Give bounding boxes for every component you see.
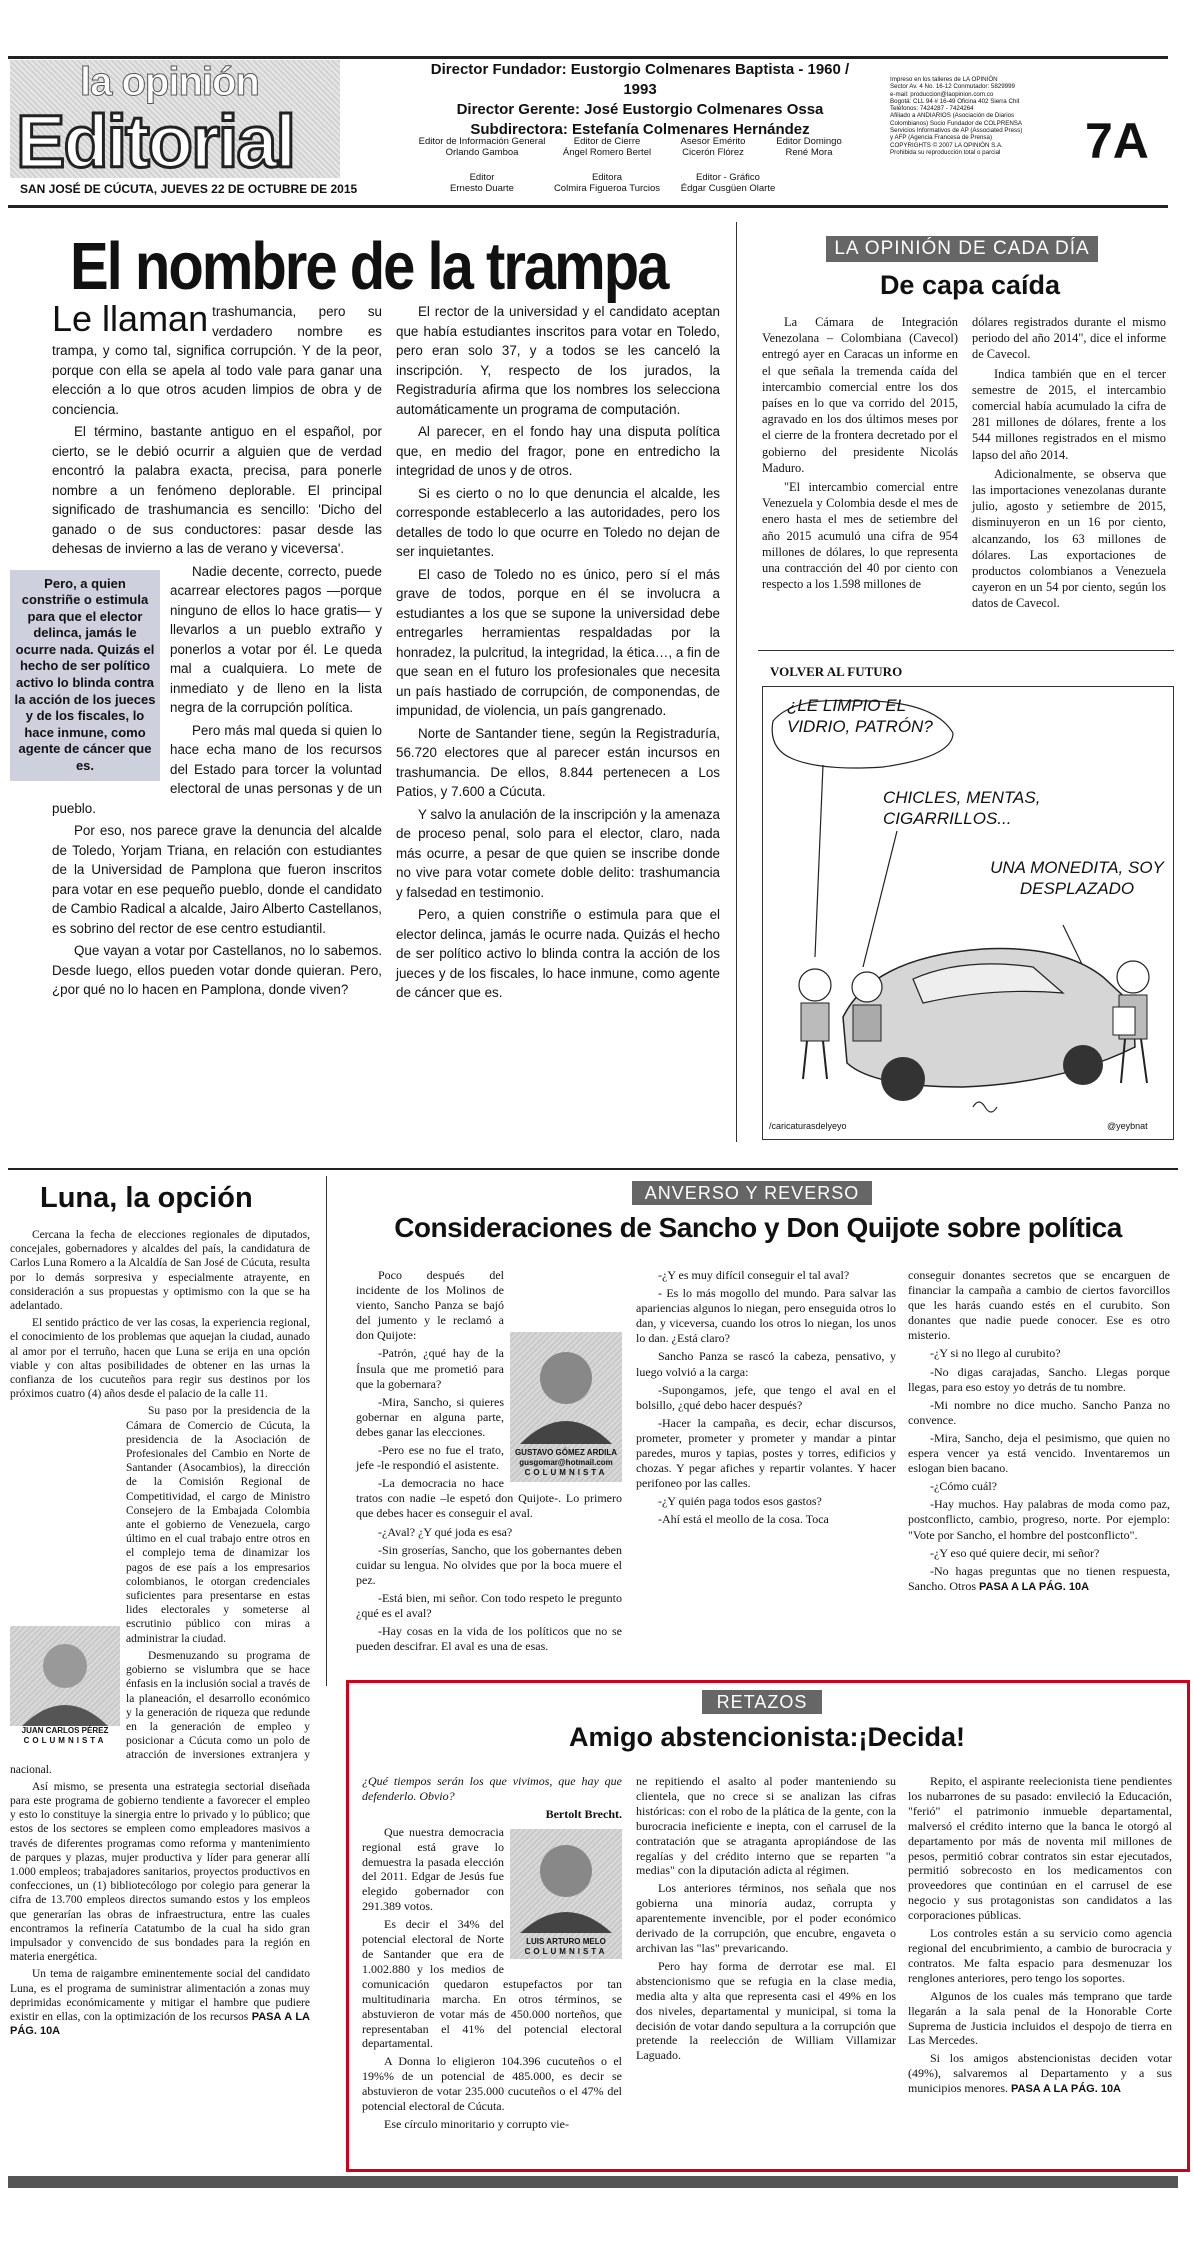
opinion-dia-tag: LA OPINIÓN DE CADA DÍA — [826, 236, 1098, 262]
retazos-title: Amigo abstencionista:¡Decida! — [568, 1722, 966, 1752]
retazos-photo-block — [510, 1829, 622, 1959]
retazos-col-2: ne repitiendo el asalto al poder manteniendo su clientela, que no crece si se analizan las cifras históricas: con el robo de la plática de la gente, con la burocracia ineficiente e inepta, con el carrusel de la contratación que se atraganta apropiándose de las regalías y del crédito interno que se reparten "a medias" con la diputación adicta al régimen. Los anteriores términos, nos señala que nos gobierna una minoría audaz, corrupta y aparentemente invencible, por el poder económico derivado de la corrupción, que encubre, engaveta o archivan las "las" prevaricando. Pero hay forma de derrotar ese mal. El abstencionismo que se refugia en la clase media, media alta y alta que representa casi el 49% en los dos niveles, departamental y municipal, si toma la decisión de votar dando sepultura a la corrupción que pretende la reelección de William Villamizar Laguado. — [636, 1774, 896, 2063]
retazos-col-1: ¿Qué tiempos serán los que vivimos, que hay que defenderlo. Obvio? Bertolt Brecht. LUIS ARTURO MELO COLUMNISTA Que nuestra democracia regional está grave lo demuestra la pasada elección del 2011. Edgar de Jesús fue elegido gobernador con 291.389 votos. Es decir el 34% del potencial electoral de Norte de Santander que era de 1.002.880 y los medios de comunicación quedaron estupefactos por tan multitudinaria marcha. En otros términos, se abstuvieron de votar más de 450.000 norteños, que representaban el 41% del potencial electoral departamental. A Donna lo eligieron 104.396 cucuteños o el 19%% de un potencial de 485.000, es decir se abstuvieron de votar 235.000 cucuteños o el 47% del potencial electoral de Cúcuta. Ese círculo minoritario y corrupto vie- — [362, 1774, 622, 2131]
date-line: SAN JOSÉ DE CÚCUTA, JUEVES 22 DE OCTUBRE DE 2015 — [20, 182, 358, 196]
photo-name: GUSTAVO GÓMEZ ARDILA — [514, 1448, 618, 1458]
bubble-text-2: CHICLES, MENTAS, CIGARRILLOS... — [883, 788, 1041, 828]
anverso-title: Consideraciones de Sancho y Don Quijote sobre política — [394, 1212, 1122, 1243]
kid-figure — [799, 969, 831, 1001]
cartoon-handle-right: @yeybnat — [1107, 1121, 1148, 1131]
bubble-text-1: ¿LE LIMPIO EL VIDRIO, PATRÓN? — [787, 696, 933, 736]
section-title: Editorial — [16, 100, 295, 183]
jump-link[interactable]: PASA A LA PÁG. 10A — [1010, 2083, 1122, 2096]
page-number: 7A — [1085, 113, 1149, 169]
photo-role: COLUMNISTA — [23, 1736, 107, 1746]
opinion-dia-col-1: La Cámara de Integración Venezolana – Colombiana (Cavecol) entregó ayer en Caracas un informe en el que señala la tremenda caída del intercambio comercial entre los dos países en lo que va corrido del 2015, agravado en los dos últimos meses por el cierre de la frontera decretado por el gobierno del presidente Nicolás Maduro. "El intercambio comercial entre Venezuela y Colombia desde el mes de enero hasta el mes de setiembre del año 2015 acumuló una cifra de 954 millones de dólares, lo que representa una contracción del 40 por ciento con respecto a los 1.598 millones de — [762, 315, 958, 592]
photo-name: JUAN CARLOS PÉREZ — [21, 1726, 109, 1736]
luna-column: Cercana la fecha de elecciones regionales de diputados, concejales, gobernadores y alcaldes del país, la candidatura de Carlos Luna Romero a la Alcaldía de San José de Cúcuta, resulta por lo demás sorpresiva y especialmente atrayente, en consideración a sus propuestas y optimismo con la que se ha adelantado. El sentido práctico de ver las cosas, la experiencia regional, el conocimiento de los problemas que aquejan la ciudad, aunado al amor por el terruño, hacen que Luna se erija en una opción viable y con altas posibilidades de obtener en las urnas la confianza de los cucuteños para regir sus destinos por los próximos cuatro (4) años desde el palacio de la calle 11. JUAN CARLOS PÉREZ COLUMNISTA Su paso por la presidencia de la Cámara de Comercio de Cúcuta, la presidencia de la Asociación de Profesionales del Cambio en Norte de Santander (Asocambios), la dirección de la Comisión Regional de Competitividad, el cargo de Ministro Consejero de la Embajada Colombia ante el gobierno de Venezuela, cargo último en el cual trabajo entre otros en el complejo tema de dinamizar los pagos de ese país a los empresarios colombianos, le otorgan credenciales suficientes para presentarse en estas lides electorales y someterse al escrutinio público con miras a administrar la ciudad. Desmenuzando su programa de gobierno se vislumbra que se hace énfasis en la inclusión social a través de la planeación, el desarrollo económico y la generación de riqueza que redunde en la generación de empleo y posicionar a Cúcuta como un polo de atracción de inversiones extranjera y nacional. Así mismo, se presenta una estrategia sectorial diseñada para este programa de gobierno tendiente a favorecer el empleo y esto lo constituye la sinergia entre lo privado y lo público; que estos de los sectores se empleen como empleadores masivos a través de diferentes programas como reforma y mantenimiento de parques y plazas, mujer productiva y líder para generar allí 1.000 empleos; trabajadores sanitarios, proyectos productivos en confecciones, un (1) bibliotecólogo por colegio para generar la cifra de 13.700 empleos directos sumando estos y los empleos que generarían las obras de infraestructura, entre las cuales encontramos la refinería Catatumbo de la cual ha sido gran impulsador y convencido de sus bondades para la región en materia energética. Un tema de raigambre eminentemente social del candidato Luna, es el programa de suministrar alimentación a zonas muy deprimidas económicamente y mitigar el hambre que pudiere existir en ellas, con la optimización de los recursos PASA A LA PÁG. 10A — [10, 1229, 310, 2038]
column-divider — [326, 1176, 327, 1686]
anverso-col-3: conseguir donantes secretos que se encarguen de financiar la campaña a cambio de ciertos favorcillos que les harás cuando estés en el curubito. Son donantes que nadie puede conocer. Ese es otro misterio. -¿Y si no llego al curubito? -No digas carajadas, Sancho. Llegas porque llegas, para eso estoy yo detrás de tu nombre. -Mi nombre no dice mucho. Sancho Panza no convence. -Mira, Sancho, deja el pesimismo, que quien no espera vencer ya está vencido. Inventaremos un eslogan bien bacano. -¿Cómo cuál? -Hay muchos. Hay palabras de moda como paz, postconflicto, cambio, progreso, norte. Por ejemplo: "Vote por Sancho, el hombre del postconflicto". -¿Y eso qué quiere decir, mi señor? -No hagas preguntas que no tienen respuesta, Sancho. Otros PASA A LA PÁG. 10A — [908, 1268, 1170, 1593]
cartoon-handle-left: /caricaturasdelyeyo — [769, 1121, 847, 1131]
displaced-man-figure — [1117, 961, 1149, 993]
bubble-text-3: UNA MONEDITA, SOY DESPLAZADO — [990, 858, 1164, 898]
directors — [420, 60, 860, 140]
staff-cell: Editor - Gráfico Édgar Cusgüen Olarte — [680, 172, 776, 194]
staff-cell: Asesor Emérito Cicerón Flórez — [680, 136, 746, 158]
photo-name: LUIS ARTURO MELO — [526, 1936, 606, 1946]
photo-role: COLUMNISTA — [524, 1946, 608, 1956]
retazos-col-3: Repito, el aspirante reelecionista tiene pendientes los nubarrones de su pasado: envileció la Educación, "ferió" el patrimonio inmueble departamental, malversó el crédito interno que la banca le otorgó al departamento por más de noventa mil millones de pesos, permitió cobrar contratos sin estar ejecutados, permitió sobrecosto en los medicamentos con proveedores que continúan en el carrusel de ese negocio y sus protagonistas son candidatos a las corporaciones públicas. Los controles están a su servicio como agencia regional del encubrimiento, a cambio de burocracia y contratos. Me falta espacio para desmenuzar los renglones anteriores, pero tengo los soportes. Algunos de los cuales más temprano que tarde llegarán a la sala penal de la Honorable Corte Suprema de Justicia incluidos el despojo de tierra en Las Mercedes. Si los amigos abstencionistas deciden votar (49%), salvaremos al Departamento y a sus municipios menores. PASA A LA PÁG. 10A — [908, 1774, 1172, 2096]
opinion-dia-title: De capa caída — [879, 270, 1061, 300]
anverso-photo-block — [510, 1332, 622, 1482]
staff-cell: Editor Ernesto Duarte — [450, 172, 514, 194]
staff-cell: Editor de Cierre Ángel Romero Bertel — [562, 136, 652, 158]
jump-link[interactable]: PASA A LA PÁG. 10A — [10, 2010, 310, 2038]
staff-cell: Editora Colmira Figueroa Turcios — [553, 172, 661, 194]
editorial-title: El nombre de la trampa — [70, 229, 668, 304]
opinion-dia-col-2: dólares registrados durante el mismo periodo del año 2014", dice el informe de Cavecol. Indica también que en el tercer semestre de 2015, el intercambio comercial había acumulado la cifra de 281 millones de dólares, frente a los 544 millones registrados en el mismo lapso del año 2014. Adicionalmente, se observa que las importaciones venezolanas durante julio, agosto y setiembre de 2015, disminuyeron en un 16 por ciento, alcanzando, los 63 millones de dólares. Las exportaciones de productos colombianos a Venezuela cayeron en un 54 por ciento, según los datos de Cavecol. — [972, 315, 1166, 611]
imprint: Impreso en los talleres de LA OPINIÓN Sector Av. 4 No. 16-12 Conmutador: 5829999 e-mail: produccion@laopinion.com.co Bogotá: CLL 94 # 16-49 Oficina 402 Sierra Chit Teléfonos: 7424287 - 7424264 Afiliado a ANDIARIOS (Asociación de Diarios Colombianos) Socio Fundador de COLPRENSA Servicios Informativos de AP (Associated Press) y AFP (Agencia Francesa de Prensa) COPYRIGHTS © 2007 LA OPINIÓN S.A. Prohibida su reproducción total o parcial — [890, 76, 1023, 156]
columnist-photo — [10, 1626, 120, 1726]
editorial-col-2: El rector de la universidad y el candidato aceptan que había estudiantes inscritos para votar en Toledo, pero eran solo 37, y a todos se les canceló la inscripción. Y, respecto de los jurados, la Registraduría afirma que los nombres los selecciona automáticamente un programa de computación. Al parecer, en el fondo hay una disputa política que, en medio del fragor, pone en entredicho la integridad de unos y de otros. Si es cierto o no lo que denuncia el alcalde, les corresponde establecerlo a las autoridades, pero los detalles de todo lo que ocurre en Toledo no dejan de ser inquietantes. El caso de Toledo no es único, pero sí el más grave de todos, porque en él se involucra a estudiantes a los que se supone la universidad debe entregarles herramientas respaldadas por la honradez, la pulcritud, la integridad, la ética…, a fin de que sean en el futuro los profesionales que necesita un país hastiado de corrupción, de componendas, de impunidad, de violencia, un país gangrenado. Norte de Santander tiene, según la Registraduría, 56.720 electores que al parecer están incursos en trashumancia. De ellos, 8.844 pertenecen a Los Patios, y 7.600 a Cúcuta. Y salvo la anulación de la inscripción y la amenaza de proceso penal, solo para el elector, claro, nada más ocurre, a pesar de que quien se inscribe donde no vive para votar comete doble delito: trashumancia y falsedad en testimonio. Pero, a quien constriñe o estimula para que el elector delinca, jamás le ocurre nada. Quizás el hecho de ser político activo lo blinda contra la acción de los jueces y de los fiscales, lo hace inmune, como agente de cáncer que es. — [396, 304, 720, 1000]
pullquote: Pero, a quien constriñe o estimula para que el elector delinca, jamás le ocurre nada. Quizás el hecho de ser político activo lo blinda contra la acción de los jueces y de los fiscales, lo hace inmune, como agente de cáncer que es. — [10, 570, 160, 781]
photo-role: COLUMNISTA — [524, 1468, 608, 1478]
wheel-icon — [1063, 1045, 1103, 1085]
anverso-tag: ANVERSO Y REVERSO — [632, 1181, 872, 1205]
epigraph: ¿Qué tiempos serán los que vivimos, que hay que defenderlo. Obvio? — [362, 1774, 622, 1803]
jump-link[interactable]: PASA A LA PÁG. 10A — [979, 1580, 1090, 1593]
epigraph-author: Bertolt Brecht. — [545, 1806, 622, 1821]
artist-signature — [973, 1102, 997, 1112]
cartoon-illustration — [763, 687, 1173, 1139]
cartoon-frame — [762, 686, 1174, 1140]
editorial-col-1: Le llaman trashumancia, pero su verdadero nombre es trampa, y como tal, significa corrupción. Y de la peor, porque con ella se apela al todo vale para ganar una elección a lo que otros acuden limpios de obra y de conciencia. El término, bastante antiguo en el español, por cierto, se le debió ocurrir a alguien que de verdad encontró la palabra exacta, precisa, para ponerle nombre a un fenómeno deplorable. El principal significado de trashumancia es sencillo: 'Dicho del ganado o de sus conductores: pasar desde las dehesas de invierno a las de verano y viceversa'. Pero, a quien constriñe o estimula para que el elector delinca, jamás le ocurre nada. Quizás el hecho de ser político activo lo blinda contra la acción de los jueces y de los fiscales, lo hace inmune, como agente de cáncer que es. Nadie decente, correcto, puede acarrear electores pagos —porque ninguno de ellos lo hace gratis— y llevarlos a un pueblo extraño y ponerlos a votar por él. Le queda mal a cualquiera. Lo mete de inmediato y de lleno en la lista negra de la corrupción política. Pero más mal queda si quien lo hace echa mano de los recursos del Estado para torcer la voluntad electoral de unas personas y de un pueblo. Por eso, nos parece grave la denuncia del alcalde de Toledo, Yorjam Triana, en relación con estudiantes de la Universidad de Pamplona que fueron inscritos para votar en ese pequeño pueblo, donde el candidato de Cambio Radical a alcalde, Jairo Alberto Castellanos, es sobrino del rector de ese centro estudiantil. Que vayan a votar por Castellanos, no lo sabemos. Desde luego, ellos pueden votar donde quieran. Pero, ¿por qué no lo hacen en Pamplona, donde viven? — [52, 302, 382, 1003]
retazos-tag: RETAZOS — [702, 1690, 822, 1714]
staff-cell: Editor de Información General Orlando Gamboa — [418, 136, 546, 158]
luna-photo-block — [10, 1626, 120, 1746]
subdirectora: Subdirectora: Estefanía Colmenares Hernández — [470, 121, 810, 138]
footer-bar — [8, 2176, 1178, 2188]
luna-title: Luna, la opción — [40, 1182, 253, 1214]
logo — [10, 60, 340, 183]
photo-email: gusgomar@hotmail.com — [519, 1458, 613, 1468]
director-gerente: Director Gerente: José Eustorgio Colmenares Ossa — [456, 101, 824, 118]
staff-cell: Editor Domingo René Mora — [776, 136, 842, 158]
cartoon-title: VOLVER AL FUTURO — [770, 664, 903, 679]
column-divider — [736, 222, 737, 1142]
vendor-figure — [852, 972, 882, 1002]
wheel-icon — [881, 1057, 925, 1101]
anverso-col-1: GUSTAVO GÓMEZ ARDILA gusgomar@hotmail.com COLUMNISTA Poco después del incidente de los Molinos de viento, Sancho Panza se bajó del jumento y le reclamó a don Quijote: -Patrón, ¿qué hay de la Ínsula que me prometió para que la gobernara? -Mira, Sancho, si quieres gobernar en alguna parte, debes ganar las elecciones. -Pero ese no fue el trato, jefe -le respondió el asistente. -La democracia no hace tratos con nadie –le espetó don Quijote-. Lo primero que debes hacer es conseguir el aval. -¿Aval? ¿Y qué joda es esa? -Sin groserías, Sancho, que los gobernantes deben cuidar su lengua. No olvides que por la boca muere el pez. -Está bien, mi señor. Con todo respeto le pregunto ¿qué es el aval? -Hay cosas en la vida de los políticos que no se pueden descifrar. El aval es una de esas. — [356, 1268, 622, 1654]
lead-word: Le llaman — [52, 298, 209, 339]
logo-wordmark: la opinión — [80, 60, 259, 104]
director-fundador: Director Fundador: Eustorgio Colmenares Baptista - 1960 / 1993 — [430, 61, 850, 98]
cartoon-rule — [758, 650, 1174, 651]
anverso-col-2: -¿Y es muy difícil conseguir el tal aval? - Es lo más mogollo del mundo. Para salvar las apariencias algunos lo niegan, pero enseguida otros lo dan, y viceversa, cuando los otros lo niegan, los unos lo dan. ¿Está claro? Sancho Panza se rascó la cabeza, pensativo, y luego volvió a la carga: -Supongamos, jefe, que tengo el aval en el bolsillo, ¿qué debo hacer después? -Hacer la campaña, es decir, echar discursos, prometer, prometer y prometer y mandar a pintar paredes, muros y tapias, postes y torres, edificios y chozas. Y pegar afiches y repartir volantes. Y hacer perifoneo por las calles. -¿Y quién paga todos esos gastos? -Ahí está el meollo de la cosa. Toca — [636, 1268, 896, 1527]
section-divider — [8, 1168, 1178, 1170]
